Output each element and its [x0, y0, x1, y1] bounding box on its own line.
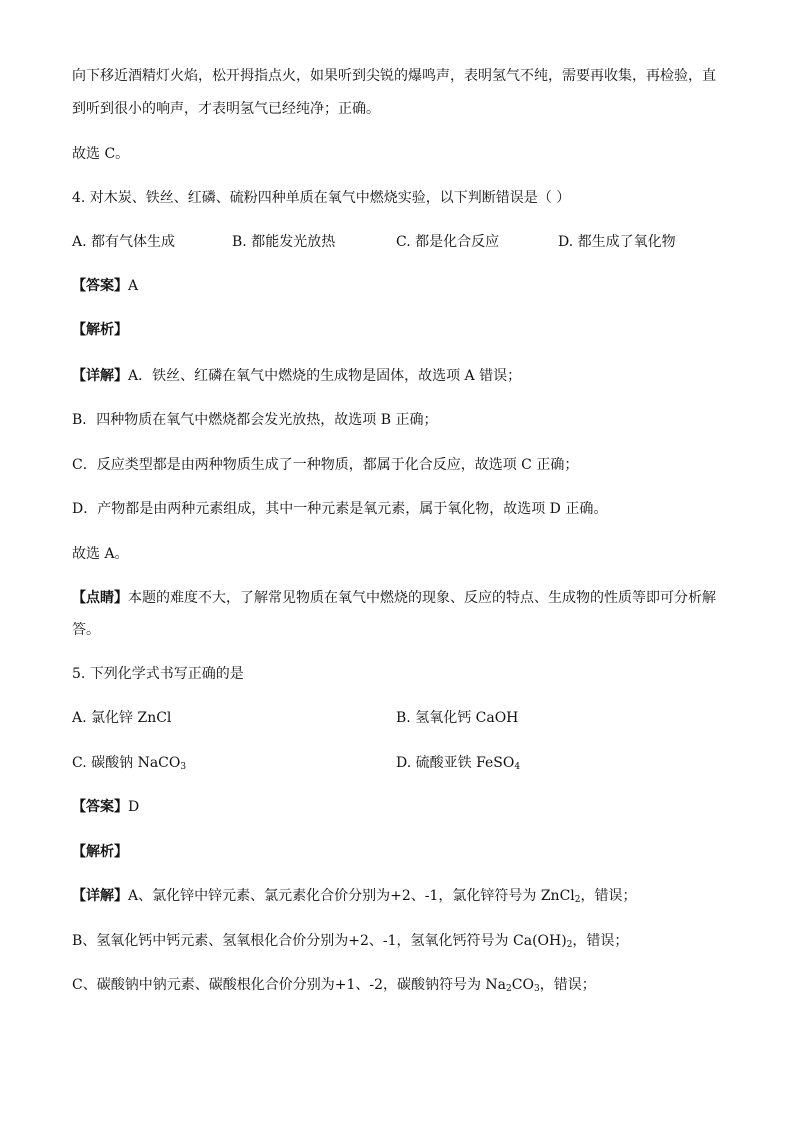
q5-detail-b	[72, 931, 628, 951]
detail-mid: CO	[511, 977, 534, 993]
q4-detail-c: C．反应类型都是由两种物质生成了一种物质，都属于化合反应，故选项 C 正确；	[72, 457, 579, 473]
q4-stem: 4. 对木炭、铁丝、红磷、硫粉四种单质在氧气中燃烧实验，以下判断错误是（ ）	[72, 190, 571, 206]
detail-tag: 【详解】	[72, 368, 128, 384]
q4-analysis-heading	[72, 320, 128, 340]
option-d-text: D. 硫酸亚铁 FeSO	[396, 755, 515, 771]
subscript: 4	[514, 762, 521, 772]
q4-option-c: C. 都是化合反应	[396, 234, 500, 250]
q5-analysis-heading	[72, 842, 128, 862]
answer-value: A	[128, 278, 139, 294]
answer-tag: 【答案】	[72, 799, 128, 815]
detail-text: C、碳酸钠中钠元素、碳酸根化合价分别为+1、-2，碳酸钠符号为 Na	[72, 977, 507, 993]
answer-tag: 【答案】	[72, 278, 128, 294]
q4-option-b: B. 都能发光放热	[232, 234, 336, 250]
intro-line-1: 向下移近酒精灯火焰，松开拇指点火，如果听到尖锐的爆鸣声，表明氢气不纯，需要再收集，再检验，直	[72, 68, 716, 84]
detail-tag: 【详解】	[72, 888, 128, 904]
q5-option-c	[72, 753, 186, 773]
q4-comment-line-1	[72, 588, 716, 608]
subscript: 3	[533, 984, 540, 994]
subscript: 3	[180, 762, 187, 772]
q5-option-b: B. 氢氧化钙 CaOH	[396, 710, 519, 726]
q4-option-a: A. 都有气体生成	[72, 234, 176, 250]
q4-detail-a	[72, 366, 521, 386]
q4-detail-d: D．产物都是由两种元素组成，其中一种元素是氧元素，属于氧化物，故选项 D 正确。	[72, 501, 608, 517]
q5-answer	[72, 797, 139, 817]
analysis-tag: 【解析】	[72, 322, 128, 338]
subscript: 2	[566, 940, 573, 950]
detail-suffix: ，错误；	[539, 977, 596, 993]
comment-text: 本题的难度不大，了解常见物质在氧气中燃烧的现象、反应的特点、生成物的性质等即可分析解	[128, 590, 716, 606]
q5-detail-a	[72, 886, 637, 906]
detail-text: A．铁丝、红磷在氧气中燃烧的生成物是固体，故选项 A 错误；	[128, 368, 522, 384]
q4-option-d: D. 都生成了氧化物	[558, 234, 676, 250]
intro-choose: 故选 C。	[72, 146, 130, 162]
q5-stem: 5. 下列化学式书写正确的是	[72, 666, 244, 682]
q4-choose: 故选 A。	[72, 546, 129, 562]
intro-line-2: 到听到很小的响声，才表明氢气已经纯净；正确。	[72, 101, 380, 117]
q4-answer	[72, 276, 138, 296]
q4-comment-line-2: 答。	[72, 622, 100, 638]
analysis-tag: 【解析】	[72, 844, 128, 860]
detail-text: A、氯化锌中锌元素、氯元素化合价分别为+2、-1，氯化锌符号为 ZnCl	[128, 888, 575, 904]
comment-tag: 【点睛】	[72, 590, 128, 606]
q5-option-a: A. 氯化锌 ZnCl	[72, 710, 172, 726]
q5-option-d	[396, 753, 520, 773]
option-c-text: C. 碳酸钠 NaCO	[72, 755, 181, 771]
detail-suffix: ，错误；	[580, 888, 637, 904]
detail-text: B、氢氧化钙中钙元素、氢氧根化合价分别为+2、-1，氢氧化钙符号为 Ca(OH)	[72, 933, 567, 949]
q5-detail-c	[72, 975, 596, 995]
q4-detail-b: B．四种物质在氧气中燃烧都会发光放热，故选项 B 正确；	[72, 412, 438, 428]
detail-suffix: ，错误；	[572, 933, 629, 949]
answer-value: D	[128, 799, 140, 815]
subscript: 2	[574, 895, 581, 905]
subscript: 2	[506, 984, 512, 994]
